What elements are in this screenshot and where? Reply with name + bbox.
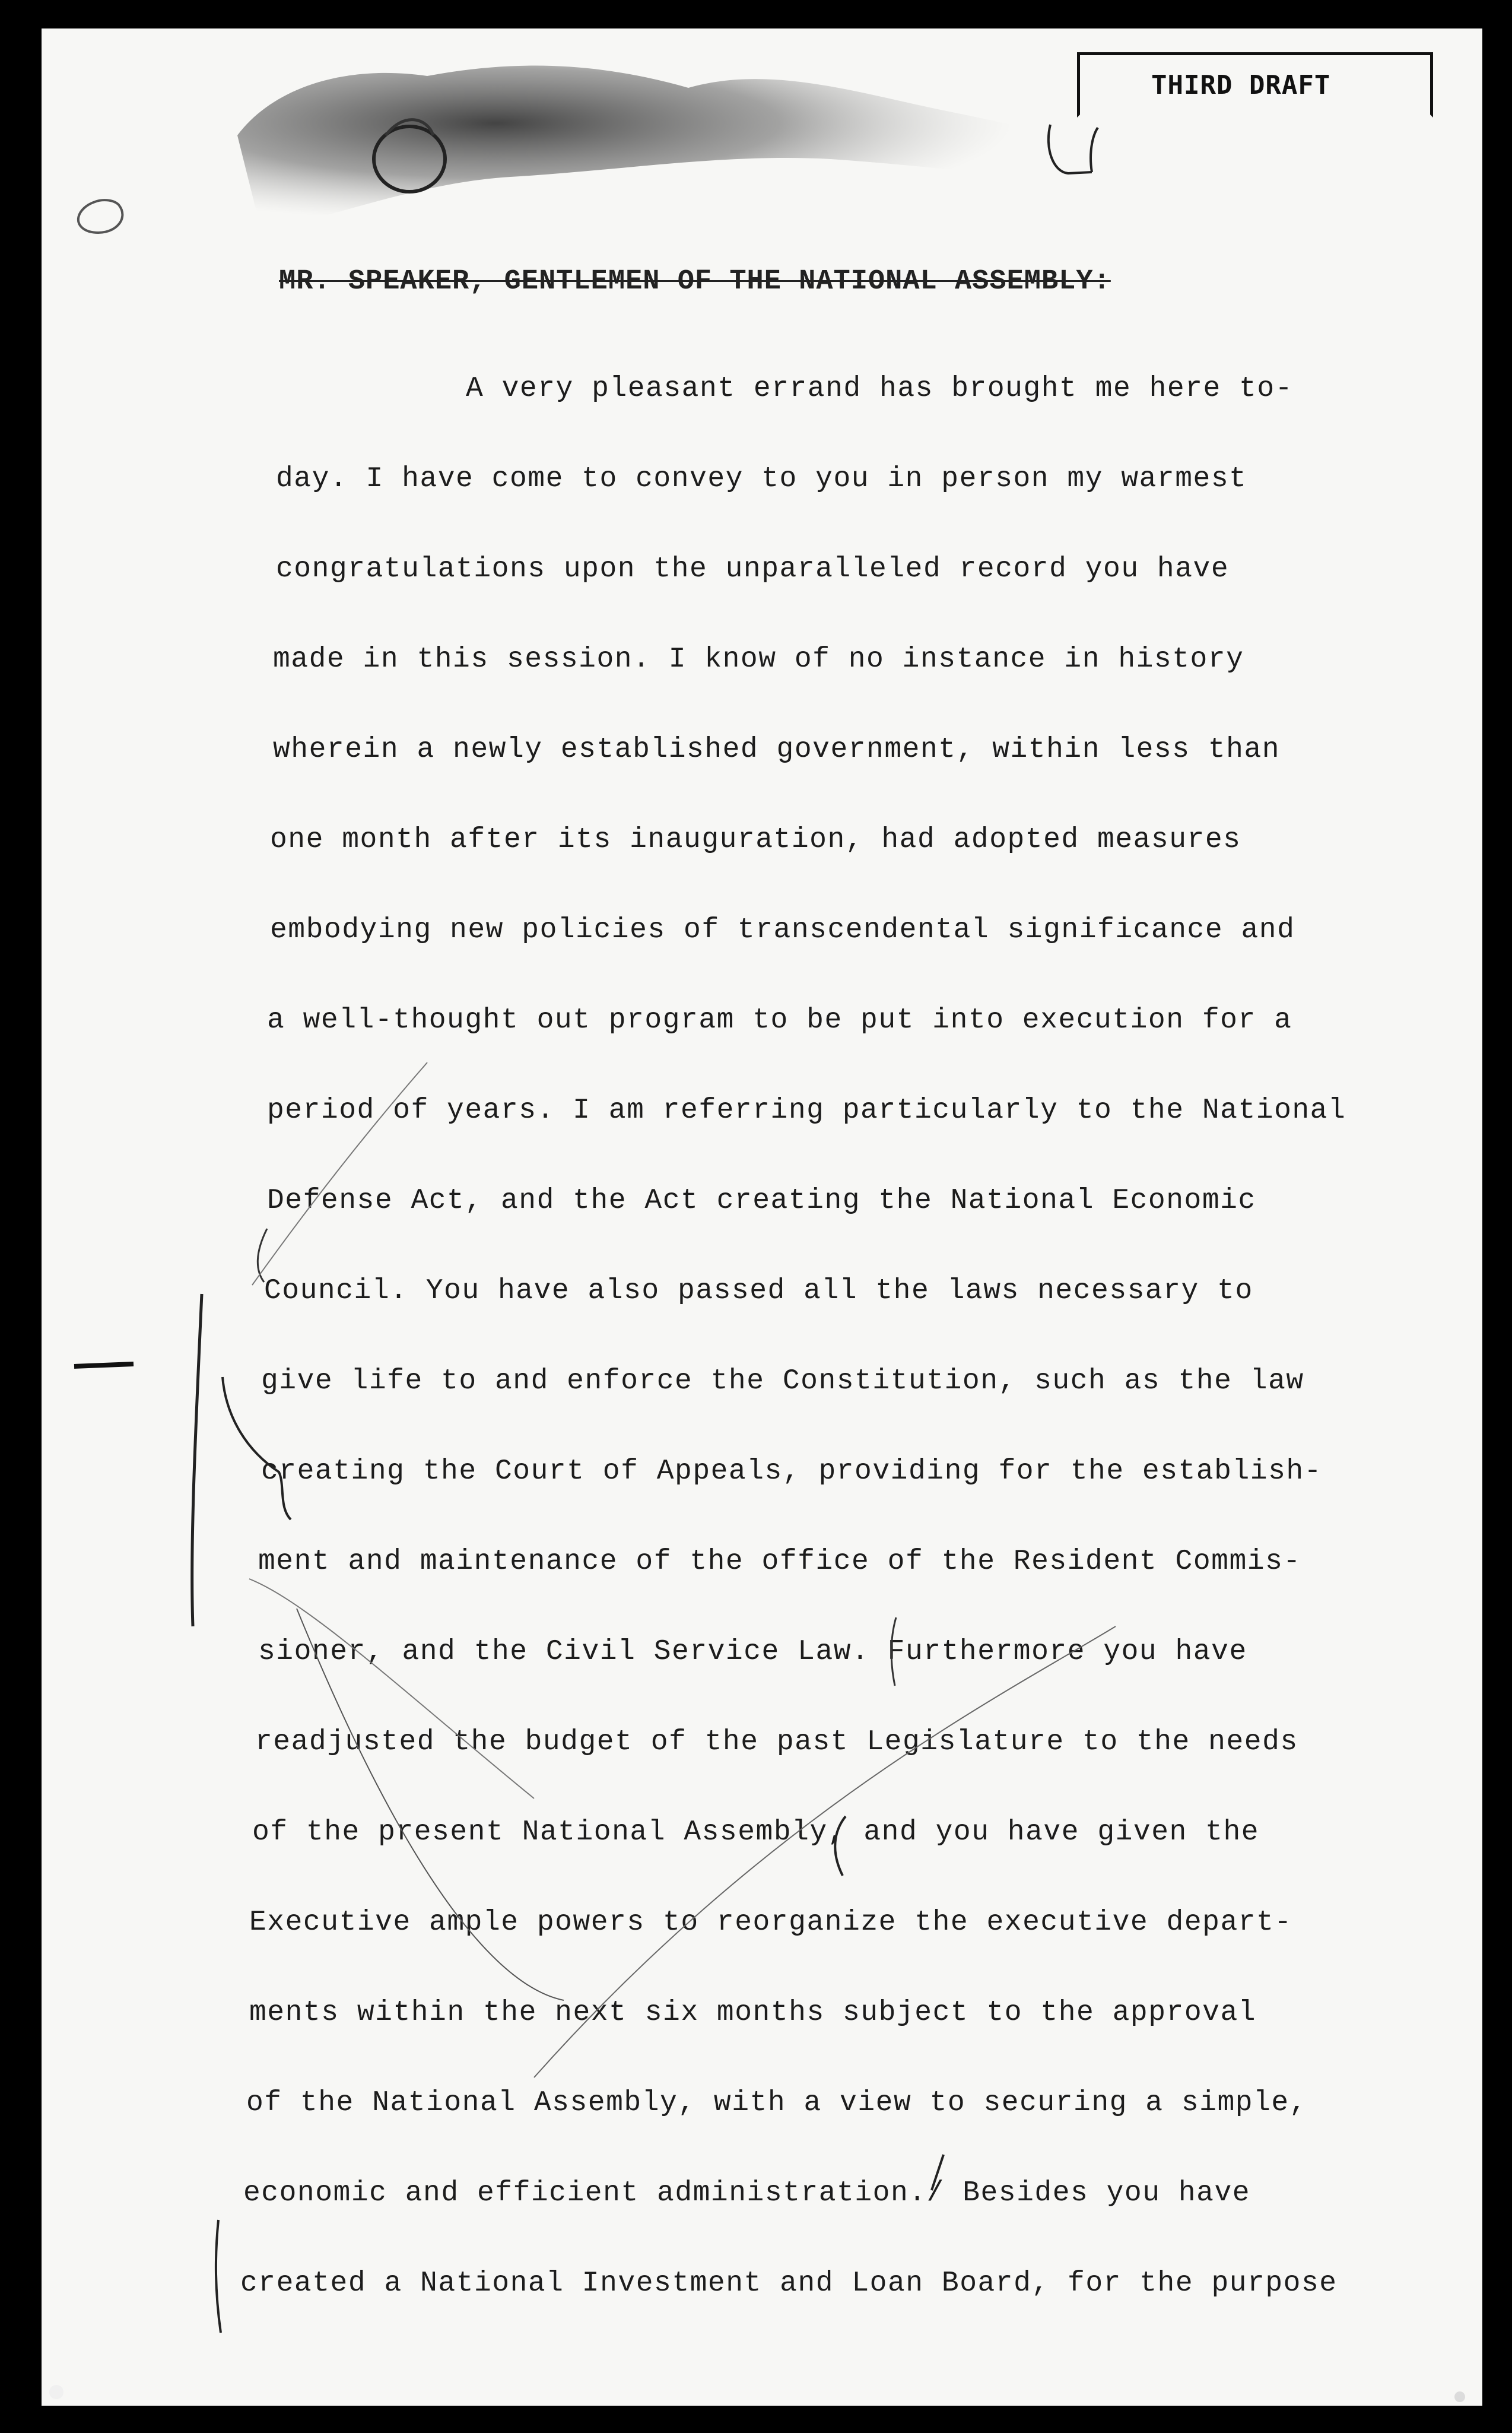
text-line: Council. You have also passed all the laws necessary to bbox=[264, 1275, 1253, 1307]
text-line: sioner, and the Civil Service Law. Furthermore you have bbox=[258, 1636, 1247, 1668]
text-line: readjusted the budget of the past Legislature to the needs bbox=[255, 1726, 1298, 1758]
salutation: MR. SPEAKER, GENTLEMEN OF THE NATIONAL ASSEMBLY: bbox=[279, 266, 1111, 297]
text-line: period of years. I am referring particularly to the National bbox=[267, 1095, 1346, 1127]
text-line: of the National Assembly, with a view to securing a simple, bbox=[246, 2087, 1307, 2119]
text-line: embodying new policies of transcendental significance and bbox=[270, 914, 1295, 946]
text-line: ment and maintenance of the office of the Resident Commis- bbox=[258, 1546, 1301, 1578]
text-line: one month after its inauguration, had adopted measures bbox=[270, 824, 1241, 856]
text-line: economic and efficient administration./ Besides you have bbox=[243, 2177, 1251, 2209]
text-line: Executive ample powers to reorganize the executive depart- bbox=[249, 1907, 1292, 1939]
text-line: made in this session. I know of no instance in history bbox=[273, 643, 1244, 675]
text-line: of the present National Assembly, and you have given the bbox=[252, 1816, 1260, 1848]
text-line: day. I have come to convey to you in person my warmest bbox=[276, 463, 1247, 495]
document-page bbox=[42, 28, 1482, 2406]
text-line: Defense Act, and the Act creating the National Economic bbox=[267, 1185, 1256, 1217]
text-line: creating the Court of Appeals, providing for the establish- bbox=[261, 1455, 1322, 1487]
water-stain bbox=[237, 40, 1127, 236]
text-line: give life to and enforce the Constitution, such as the law bbox=[261, 1365, 1304, 1397]
text-line: congratulations upon the unparalleled record you have bbox=[276, 553, 1230, 585]
draft-label: THIRD DRAFT bbox=[1151, 70, 1331, 100]
text-line: created a National Investment and Loan Board, for the purpose bbox=[240, 2267, 1338, 2299]
text-line: a well-thought out program to be put into execution for a bbox=[267, 1004, 1292, 1036]
text-line: A very pleasant errand has brought me here to- bbox=[466, 373, 1294, 405]
text-line: ments within the next six months subject to the approval bbox=[249, 1997, 1257, 2029]
text-line: wherein a newly established government, within less than bbox=[273, 734, 1281, 766]
